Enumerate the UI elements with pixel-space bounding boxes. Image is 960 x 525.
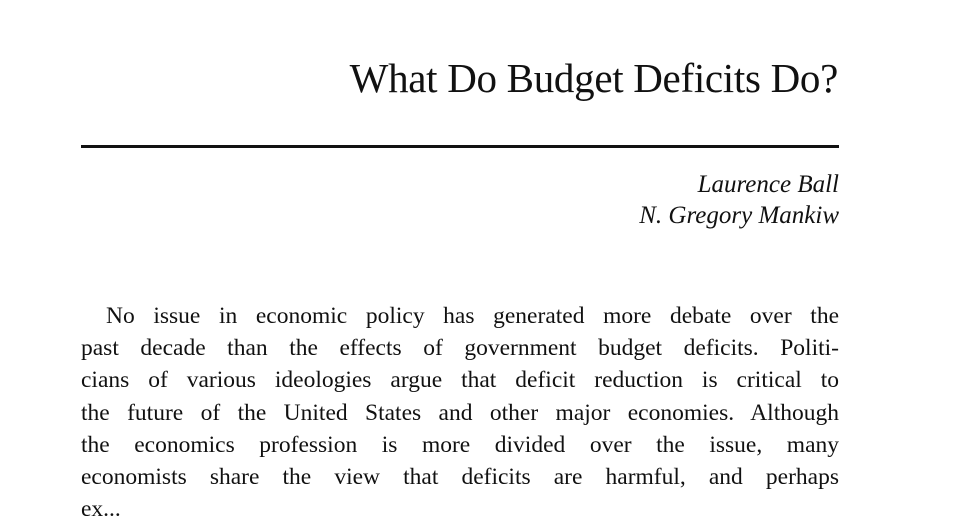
body-line: the future of the United States and other major economies. Although (81, 399, 839, 426)
title-rule (81, 145, 839, 148)
body-line: economists share the view that deficits are harmful, and perhaps (81, 464, 839, 491)
author-name: N. Gregory Mankiw (639, 202, 839, 229)
body-paragraph (81, 300, 839, 525)
body-line: ex... (81, 496, 121, 523)
body-line: No issue in economic policy has generated more debate over the (106, 303, 839, 329)
body-line: cians of various ideologies argue that deficit reduction is critical to (81, 367, 839, 394)
body-line: past decade than the effects of government budget deficits. Politi- (81, 335, 839, 362)
author-name: Laurence Ball (697, 171, 839, 198)
body-line: the economics profession is more divided over the issue, many (81, 431, 839, 458)
author-block (639, 169, 839, 231)
paper-title: What Do Budget Deficits Do? (349, 55, 838, 101)
